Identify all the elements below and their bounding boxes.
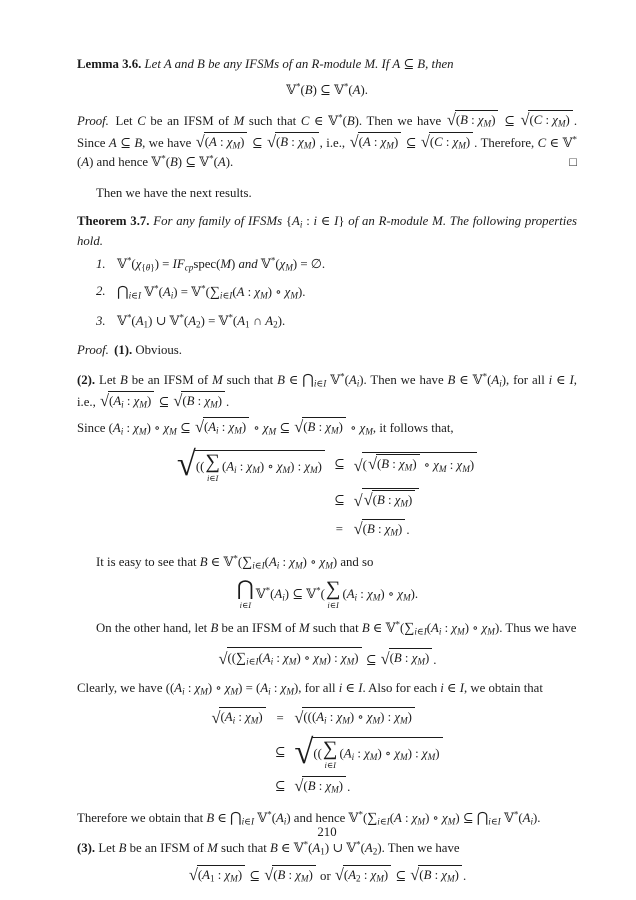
radical-sign: √ [353, 519, 363, 539]
proof-part-1 [77, 341, 577, 360]
equation-row [176, 444, 478, 485]
relation-symbol: ⊆ [333, 492, 345, 507]
equation-lhs [176, 516, 326, 544]
equation-row [176, 485, 478, 516]
lemma-proof-label: Proof. [77, 114, 109, 129]
radical-sign: √ [420, 131, 430, 151]
proof-part-2-therefore: Therefore we obtain that B ∈ $⋂_{i\in I}$ $𝕍^*(A_i)$ and hence $𝕍^*(\sum_{i\in I}(A$ : $\chi_M$) ∘ $\chi_M$) ⊆ $⋂_{i\in I}$ $𝕍^*(A_i)$. [77, 809, 541, 827]
lemma-proof-body: Let C be an IFSM of M such that C ∈ 𝕍*(B). Then we have √ (B : $\chi_M$) ⊆ √ (C : $\chi_M$) . Since A ⊆ B, we have √ (A : $\chi_M$) ⊆ √ (B : $\chi_M$) , i.e., √ (A : $\chi_M$) ⊆ √ (C : $\chi_M$) . Therefore, C ∈ 𝕍*(A) and hence 𝕍*(B) ⊆ 𝕍*(A). [77, 110, 578, 170]
equation-rhs: √ ( √ (B : $\chi_M$) ∘ $\chi_M$ : $\chi_M$) [353, 444, 478, 485]
radical-sign: √ [173, 391, 183, 411]
part-2-intro-text: Let B be an IFSM of M such that B ∈ $⋂_{i\in I}$ $𝕍^*(A_i)$. Then we have B ∈ $𝕍^*(A_i)$, for all i ∈ I, i.e., √ ($A_i$ : $\chi_M$) ⊆ √ (B : $\chi_M$) . [77, 371, 577, 411]
relation-symbol: = [276, 710, 284, 725]
transition-text: Then we have the next results. [96, 185, 252, 200]
radical-sign: √ [363, 490, 373, 510]
part-3-text: Let B be an IFSM of M such that B ∈ $𝕍^*(A_1)$ ∪ $𝕍^*(A_2)$. Then we have [98, 839, 460, 857]
part-1-text: Obvious. [135, 343, 182, 358]
radical-sign: √ [195, 131, 205, 151]
theorem-statement: For any family of IFSMs {$A_i$ : i ∈ I} of an R-module M. The following properties hold. [77, 214, 578, 248]
aligned-equations-2 [210, 704, 443, 800]
radical-sign: √ [188, 865, 198, 885]
radical-sign: √ [194, 416, 204, 436]
radical-sign: √ [353, 491, 363, 511]
equation-lhs [210, 773, 266, 801]
lemma-statement: Let A and B be any IFSMs of an R-module M. If A ⊆ B, then [144, 57, 454, 71]
radical-sign: √ [100, 391, 110, 411]
proof-label: Proof. [77, 343, 109, 358]
radical-sign: √ [218, 648, 228, 668]
radical-sign: √ [176, 445, 196, 484]
equation-rhs: √ √ (B : $\chi_M$) [353, 485, 478, 516]
equation-lhs [210, 732, 266, 773]
radical-sign: √ [410, 865, 420, 885]
radical-sign: √ [294, 707, 304, 727]
lemma-label: Lemma 3.6. [77, 57, 142, 71]
theorem-label: Theorem 3.7. [77, 214, 150, 229]
equation-rhs: √ (B : $\chi_M$) . [353, 519, 410, 539]
radical-sign: √ [294, 733, 314, 772]
lemma-block [77, 55, 577, 74]
qed-box: □ [569, 155, 577, 170]
item-text: $𝕍^*(A_1)$ ∪ $𝕍^*(A_2)$ = $𝕍^*(A_1$ ∩ $A_2$). [117, 312, 286, 330]
part-number: (1). [114, 343, 133, 358]
display-equation-5: √ ($A_1$ : $\chi_M$) ⊆ √ (B : $\chi_M$) or √ ($A_2$ : $\chi_M$) ⊆ √ (B : $\chi_M$) . [188, 865, 467, 885]
radical-sign: √ [211, 707, 221, 727]
item-number: 2. [96, 284, 106, 299]
radical-sign: √ [520, 110, 530, 130]
radical-sign: √ [349, 131, 359, 151]
proof-part-2-easy: It is easy to see that B ∈ $𝕍^*(\sum_{i\in I}(A_i$ : $\chi_M$) ∘ $\chi_M$) and so [96, 553, 374, 571]
equation-lhs [176, 485, 326, 516]
radical-sign: √ [446, 110, 456, 130]
display-equation-3: √ (($\sum_{i\in I}(A_i$ : $\chi_M$) ∘ $\chi_M$) : $\chi_M$) ⊆ √ (B : $\chi_M$) . [218, 648, 437, 668]
equation-row [176, 516, 478, 544]
equation-lhs: √ ($A_i$ : $\chi_M$) [210, 704, 266, 732]
item-number: 1. [96, 256, 106, 271]
relation-symbol: ⊆ [274, 744, 286, 759]
relation-symbol: = [335, 521, 343, 536]
proof-part-2-other: On the other hand, let B be an IFSM of M such that B ∈ $𝕍^*(\sum_{i\in I}(A_i$ : $\chi_M$) ∘ $\chi_M$). Thus we have [96, 619, 577, 637]
radical-sign: √ [294, 416, 304, 436]
equation-lhs: √ (( ∑ i∈I ($A_i$ : $\chi_M$) ∘ $\chi_M$) : $\chi_M$) [176, 444, 326, 485]
lemma-proof [77, 110, 577, 173]
item-text: $𝕍^*(\chi_{\{\theta\}})$ = $IF_{cp}spec(M)$ and $𝕍^*(\chi_M)$ = ∅. [117, 255, 326, 273]
relation-symbol: ⊆ [274, 778, 286, 793]
item-text: $⋂_{i\in I}$ $𝕍^*(A_i)$ = $𝕍^*(\sum_{i\in I}(A$ : $\chi_M$) ∘ $\chi_M$). [117, 283, 306, 301]
radical-sign: √ [334, 865, 344, 885]
equation-rhs: √ (B : $\chi_M$) . [294, 775, 351, 795]
aligned-equations-1 [176, 444, 478, 543]
radical-sign: √ [367, 454, 377, 474]
theorem-item-3 [96, 312, 577, 331]
item-number: 3. [96, 313, 106, 328]
display-equation-2: ⋂ i∈I $𝕍^*(A_i)$ ⊆ 𝕍*( ∑ i∈I ($A_i$ : $\chi_M$) ∘ $\chi_M$). [236, 577, 419, 610]
radical-sign: √ [267, 131, 276, 151]
radical-sign: √ [380, 648, 390, 668]
theorem-items [77, 255, 577, 331]
relation-symbol: ⊆ [333, 456, 345, 471]
radical-sign: √ [353, 455, 363, 475]
equation-row [210, 773, 443, 801]
proof-part-2-clearly: Clearly, we have (($A_i$ : $\chi_M$) ∘ $\chi_M) = (A_i$ : $\chi_M$), for all i ∈ I. Also for each i ∈ I, we obtain that [77, 680, 543, 697]
proof-part-2-intro [77, 370, 577, 413]
theorem-item-1 [96, 255, 577, 274]
theorem-block [77, 212, 577, 251]
proof-part-2-since: Since ($A_i$ : $\chi_M$) ∘ $\chi_M$ ⊆ √ ($A_i$ : $\chi_M$) ∘ $\chi_M$ ⊆ √ (B : $\chi_M$) ∘ $\chi_M$, it follows that, [77, 416, 454, 437]
equation-row [210, 732, 443, 773]
page-number: 210 [317, 824, 337, 839]
part-number: (2). [77, 372, 96, 387]
lemma-display-equation: 𝕍*(B) ⊆ 𝕍*(A). [286, 81, 368, 98]
radical-sign: √ [264, 865, 274, 885]
equation-rhs: √ ((($A_i$ : $\chi_M$) ∘ $\chi_M$) : $\chi_M$) [293, 704, 443, 732]
part-number: (3). [77, 840, 96, 855]
equation-row [210, 704, 443, 732]
equation-rhs: √ (( ∑ i∈I ($A_i$ : $\chi_M$) ∘ $\chi_M$) : $\chi_M$) [293, 732, 443, 773]
radical-sign: √ [294, 775, 304, 795]
theorem-item-2 [96, 282, 577, 303]
